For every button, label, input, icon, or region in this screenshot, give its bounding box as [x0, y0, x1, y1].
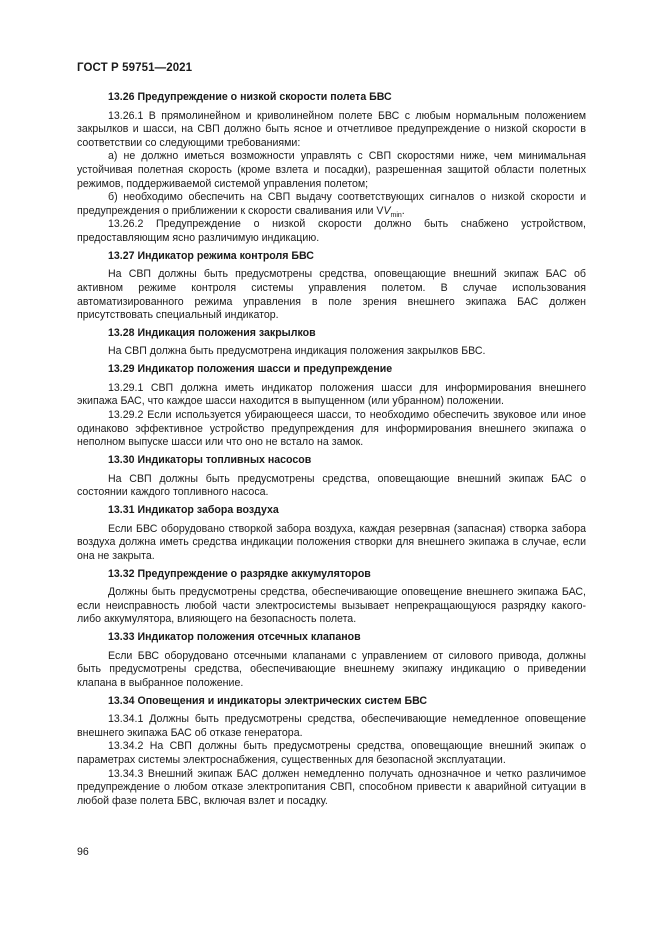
section-13-32	[77, 568, 586, 627]
section-13-26	[77, 91, 586, 246]
section-13-30	[77, 454, 586, 500]
section-title: 13.27 Индикатор режима контроля БВС	[108, 249, 314, 262]
paragraph: На СВП должны быть предусмотрены средства, оповещающие внешний экипаж БАС об активном режиме контроля системы управления полетом. В случае использования автоматизированного режима управления в поле зрения внешнего экипажа БАС должен присутствовать специальный индикатор.	[77, 268, 586, 322]
section-title: 13.34 Оповещения и индикаторы электрических систем БВС	[108, 694, 427, 707]
section-13-31	[77, 504, 586, 563]
paragraph: 13.26.2 Предупреждение о низкой скорости должно быть снабжено устройством, предоставляющим ясно различимую индикацию.	[77, 218, 586, 244]
paragraph: 13.29.2 Если используется убирающееся шасси, то необходимо обеспечить звуковое или иное одинаково эффективное устройство предупреждения для информирования внешнего экипажа о неполном выпуске шасси или что оно не встало на замок.	[77, 409, 586, 449]
section-13-29	[77, 363, 586, 450]
paragraph: Если БВС оборудовано отсечными клапанами с управлением от силового привода, должны быть предусмотрены средства, обеспечивающие внешнему экипажу индикацию о приведении клапана в выбранное положение.	[77, 649, 586, 689]
section-title: 13.29 Индикатор положения шасси и предупреждение	[108, 363, 393, 376]
document-body	[77, 91, 586, 813]
vmin-suffix: .	[401, 204, 405, 217]
paragraph: На СВП должна быть предусмотрена индикация положения закрылков БВС.	[108, 345, 486, 358]
page-number: 96	[77, 846, 89, 858]
paragraph: Должны быть предусмотрены средства, обеспечивающие оповещение внешнего экипажа БАС, если неисправность любой части электросистемы вызывает непрекращающуюся разрядку какого-либо аккумулятора, влияющего на безопасность полета.	[77, 586, 586, 626]
section-13-28	[77, 327, 586, 359]
paragraph: 13.34.2 На СВП должны быть предусмотрены средства, оповещающие внешний экипаж о параметрах системы электроснабжения, существенных для безопасной эксплуатации.	[77, 740, 586, 767]
section-13-34	[77, 695, 586, 809]
section-title: 13.32 Предупреждение о разрядке аккумуляторов	[108, 567, 371, 580]
vmin-symbol: V	[383, 204, 391, 217]
paragraph: а) не должно иметься возможности управлять с СВП скоростями ниже, чем минимальная устойчивая полетная скорость (кроме взлета и посадки), разрешенная защитой области полетных режимов, поддерживаемой системой управления полетом;	[77, 150, 586, 190]
section-title: 13.33 Индикатор положения отсечных клапанов	[108, 631, 361, 644]
vmin-subscript: min	[390, 211, 402, 219]
paragraph: 13.34.3 Внешний экипаж БАС должен немедленно получать однозначное и четко различимое предупреждение о любом отказе электропитания СВП, способном привести к аварийной ситуации в любой фазе полета БВС, включая взлет и посадку.	[77, 767, 586, 807]
vmin-formula	[383, 205, 404, 217]
document-code-header: ГОСТ Р 59751—2021	[77, 62, 193, 74]
section-title: 13.28 Индикация положения закрылков	[108, 326, 316, 339]
paragraph: 13.34.1 Должны быть предусмотрены средства, обеспечивающие немедленное оповещение внешнего экипажа БАС об отказе генератора.	[77, 713, 586, 739]
section-title: 13.30 Индикаторы топливных насосов	[108, 454, 312, 466]
paragraph: 13.29.1 СВП должна иметь индикатор положения шасси для информирования внешнего экипажа БАС, что каждое шасси находится в выпущенном (или убранном) положении.	[77, 381, 586, 408]
paragraph: На СВП должны быть предусмотрены средства, оповещающие внешний экипаж БАС о состоянии каждого топливного насоса.	[77, 472, 586, 499]
section-title: 13.31 Индикатор забора воздуха	[108, 503, 279, 516]
paragraph: Если БВС оборудовано створкой забора воздуха, каждая резервная (запасная) створка забора воздуха должна иметь средства индикации положения створки для внешнего экипажа в случае, если она не закрыта.	[77, 522, 586, 562]
paragraph: 13.26.1 В прямолинейном и криволинейном полете БВС с любым нормальным положением закрылков и шасси, на СВП должно быть ясное и отчетливое предупреждение о низкой скорости в соответствии со следующими требованиями:	[77, 109, 586, 149]
section-title: 13.26 Предупреждение о низкой скорости полета БВС	[108, 91, 392, 103]
section-13-27	[77, 250, 586, 323]
paragraph-with-formula	[77, 191, 586, 218]
section-13-33	[77, 631, 586, 690]
paragraph-text: б) необходимо обеспечить на СВП выдачу соответствующих сигналов о низкой скорости и предупреждения о приближении к скорости сваливания или V	[77, 191, 586, 217]
